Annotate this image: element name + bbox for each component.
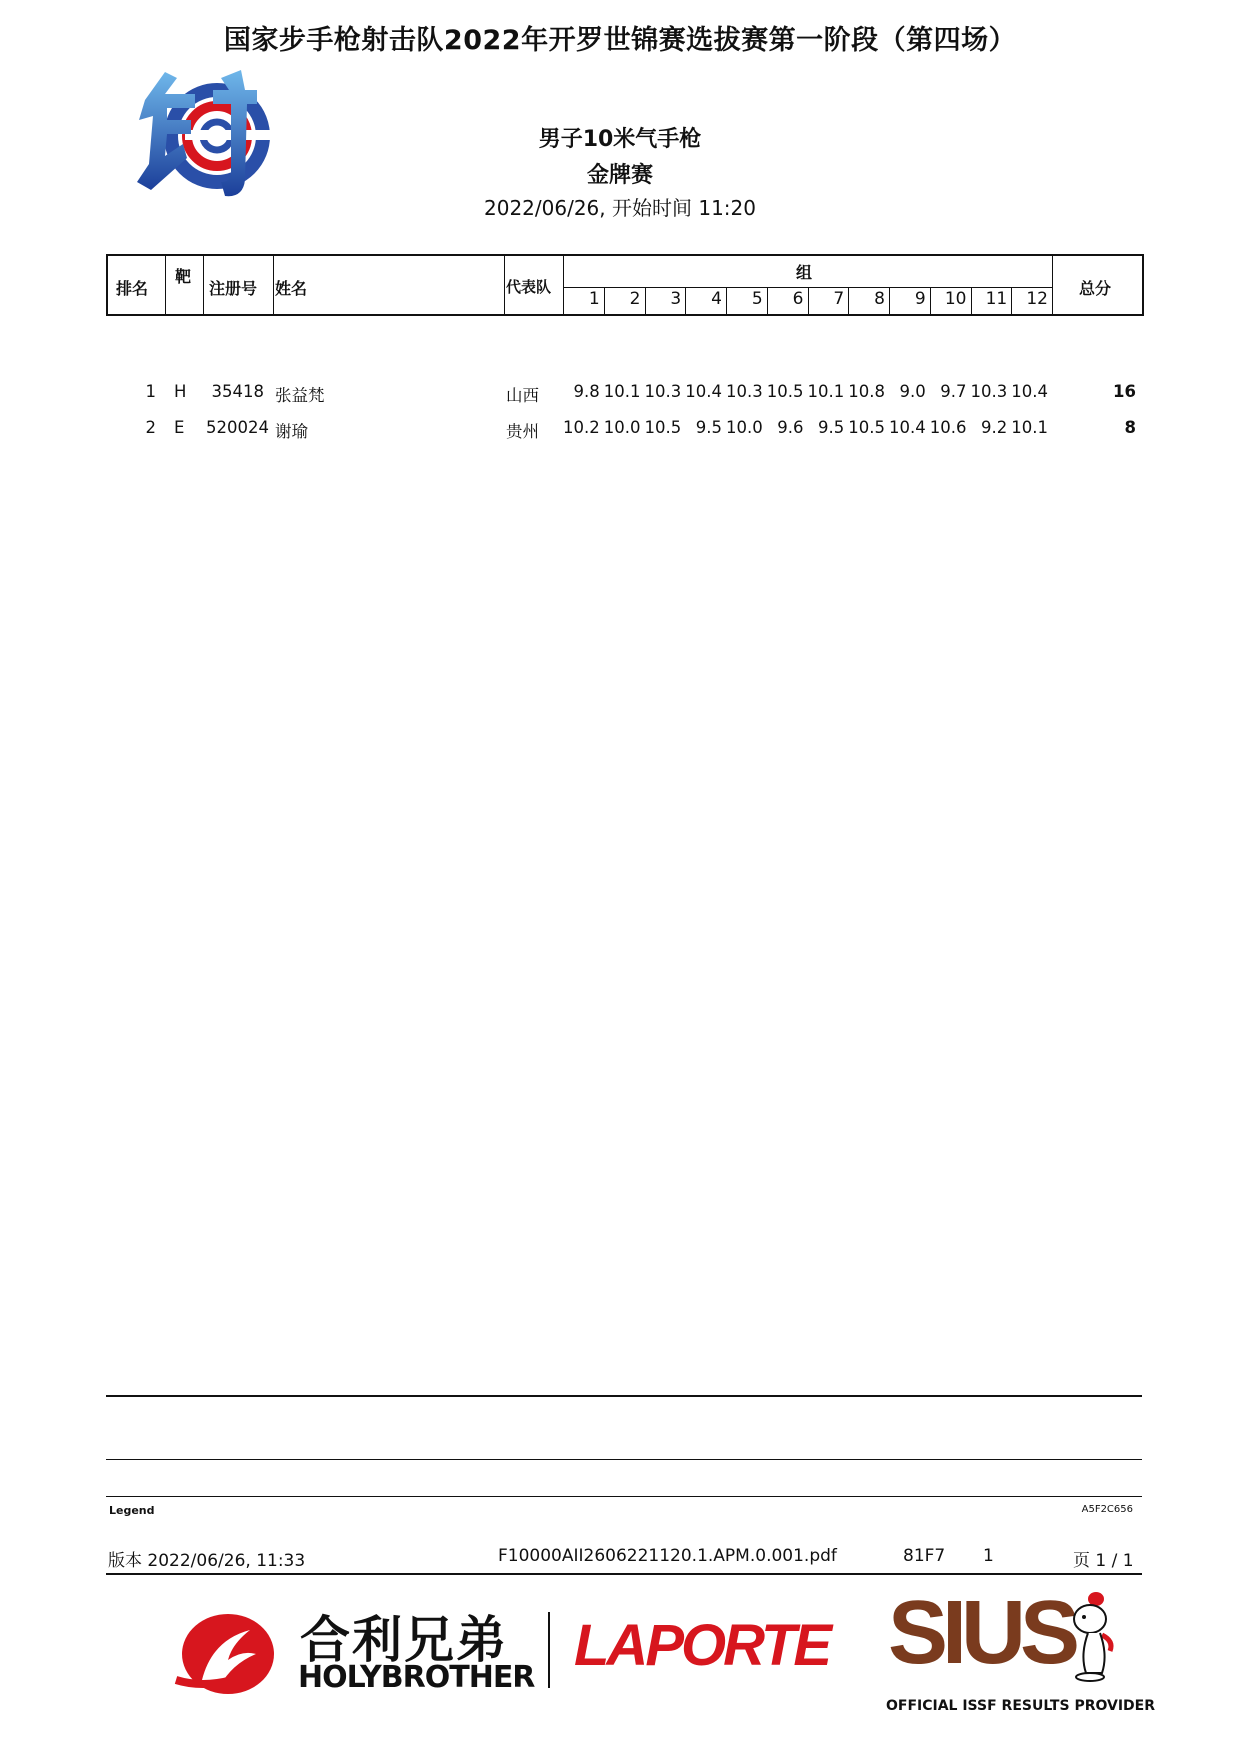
series-score: 10.1 (1011, 418, 1048, 437)
footer-rule-2 (106, 1459, 1142, 1460)
sius-logo: SIUS (888, 1583, 1075, 1683)
series-score: 10.1 (603, 382, 641, 401)
holybrother-cn: 合利兄弟 (300, 1611, 508, 1669)
header-rank: 排名 (116, 279, 149, 298)
sius-tagline: OFFICIAL ISSF RESULTS PROVIDER (886, 1698, 1156, 1714)
series-number: 5 (751, 289, 763, 309)
rank: 2 (145, 418, 156, 437)
series-number: 1 (588, 289, 600, 309)
series-score: 10.3 (726, 382, 763, 401)
series-number: 8 (874, 289, 885, 309)
sius-mascot (1062, 1585, 1126, 1685)
series-number: 9 (914, 289, 926, 309)
footer-rule-1 (106, 1395, 1142, 1397)
legend-label: Legend (109, 1504, 155, 1517)
results-table-header (106, 254, 1144, 316)
rank: 1 (145, 382, 156, 401)
series-score: 10.0 (603, 418, 641, 437)
athlete-name: 谢瑜 (275, 422, 308, 441)
header-target: 靶 (175, 267, 192, 286)
series-score: 9.2 (981, 418, 1008, 437)
series-number: 10 (944, 289, 967, 309)
series-number: 3 (670, 289, 682, 309)
document-title: 国家步手枪射击队2022年开罗世锦赛选拔赛第一阶段（第四场） (223, 25, 1017, 56)
series-score: 10.6 (929, 418, 967, 437)
version-info: 版本 2022/06/26, 11:33 (108, 1551, 306, 1571)
footer-rule-3 (106, 1496, 1142, 1497)
holybrother-en: HOLYBROTHER (298, 1660, 535, 1695)
series-score: 9.6 (777, 418, 804, 437)
series-score: 9.0 (899, 382, 926, 401)
event-name: 男子10米气手枪 (538, 127, 702, 152)
series-score: 10.5 (766, 382, 804, 401)
document-code: A5F2C656 (1081, 1504, 1133, 1515)
sponsor-divider (548, 1612, 550, 1688)
phase-name: 金牌赛 (586, 163, 653, 188)
series-number: 6 (792, 289, 804, 309)
series-score: 10.5 (644, 418, 682, 437)
header-total: 总分 (1079, 279, 1112, 298)
team: 贵州 (506, 422, 539, 441)
series-score: 9.8 (573, 382, 600, 401)
series-score: 10.4 (685, 382, 722, 401)
series-score: 10.3 (644, 382, 682, 401)
series-score: 10.0 (726, 418, 763, 437)
series-number: 11 (985, 289, 1008, 309)
header-name: 姓名 (275, 279, 308, 298)
series-score: 10.2 (563, 418, 600, 437)
holybrother-logo-mark (172, 1610, 276, 1696)
header-reg-no: 注册号 (209, 279, 258, 298)
series-score: 10.4 (889, 418, 926, 437)
header-team: 代表队 (506, 278, 552, 296)
target: H (174, 382, 187, 401)
series-score: 9.7 (940, 382, 967, 401)
series-score: 10.1 (807, 382, 845, 401)
reg-number: 35418 (211, 382, 264, 401)
series-score: 10.8 (848, 382, 885, 401)
header-series-group: 组 (796, 263, 813, 282)
series-number: 4 (711, 289, 722, 309)
page-number: 页 1 / 1 (1073, 1551, 1134, 1571)
checksum: 81F7 (903, 1546, 946, 1566)
athlete-name: 张益梵 (275, 386, 325, 405)
series-number: 2 (629, 289, 641, 309)
table-row (106, 418, 1144, 446)
series-score: 10.3 (970, 382, 1008, 401)
event-datetime: 2022/06/26, 开始时间 11:20 (484, 196, 756, 220)
reg-number: 520024 (206, 418, 269, 437)
target: E (174, 418, 185, 437)
file-name: F10000AII2606221120.1.APM.0.001.pdf (498, 1546, 837, 1566)
copies: 1 (983, 1546, 994, 1566)
series-score: 9.5 (818, 418, 845, 437)
series-score: 9.5 (695, 418, 722, 437)
series-number: 12 (1026, 289, 1048, 309)
total-score: 16 (1113, 382, 1136, 401)
series-score: 10.5 (848, 418, 885, 437)
laporte-logo: LAPORTE (574, 1613, 830, 1678)
footer-rule-4 (106, 1573, 1142, 1575)
total-score: 8 (1124, 418, 1136, 437)
team: 山西 (506, 386, 539, 405)
series-number: 7 (833, 289, 845, 309)
table-row (106, 382, 1144, 410)
series-score: 10.4 (1011, 382, 1048, 401)
